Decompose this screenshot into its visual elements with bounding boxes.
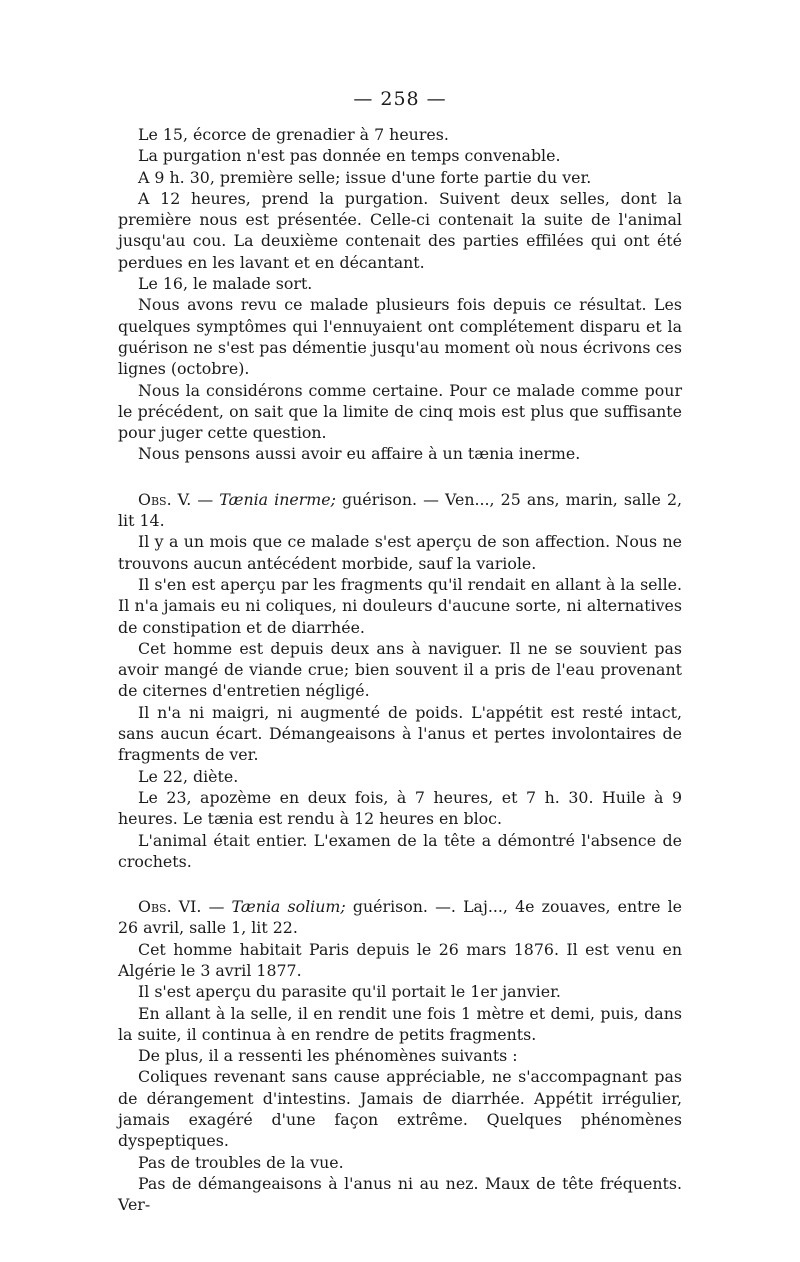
heading-dash: — xyxy=(201,897,232,917)
paragraph: A 9 h. 30, première selle; issue d'une forte partie du ver. xyxy=(138,167,592,187)
paragraph: Pas de démangeaisons à l'anus ni au nez. Maux de tête fréquents. Ver- xyxy=(118,1173,682,1215)
paragraph: Nous la considérons comme certaine. Pour ce malade comme pour le précédent, on sait que la limite de cinq mois est plus que suffisante pour juger cette question. xyxy=(118,380,682,443)
observation-details: guérison. —. Laj..., 4e zouaves, entre le 26 avril, salle 1, lit 22. xyxy=(118,897,682,938)
paragraph: Nous avons revu ce malade plusieurs fois depuis ce résultat. Les quelques symptômes qui l'ennuyaient ont complétement disparu et la guérison ne s'est pas démentie jusqu'au moment où nous écrivons ces lignes (octobre). xyxy=(118,295,682,379)
observation-heading xyxy=(118,489,682,532)
paragraph: Le 16, le malade sort. xyxy=(138,274,313,294)
paragraph: Il s'est aperçu du parasite qu'il portait le 1er janvier. xyxy=(138,982,561,1002)
observation-6 xyxy=(118,896,682,1215)
paragraph: En allant à la selle, il en rendit une fois 1 mètre et demi, puis, dans la suite, il continua à en rendre de petits fragments. xyxy=(118,1003,682,1044)
heading-dash: — xyxy=(191,489,220,509)
paragraph: Il n'a ni maigri, ni augmenté de poids. L'appétit est resté intact, sans aucun écart. Démangeaisons à l'anus et pertes involontaires de fragments de ver. xyxy=(118,702,682,765)
paragraph: Pas de troubles de la vue. xyxy=(138,1152,344,1172)
paragraph: Il s'en est aperçu par les fragments qu'il rendait en allant à la selle. Il n'a jamais eu ni coliques, ni douleurs d'aucune sorte, ni alternatives de constipation et de diarrhée. xyxy=(118,574,682,637)
paragraph: Le 15, écorce de grenadier à 7 heures. xyxy=(138,125,449,144)
paragraph: A 12 heures, prend la purgation. Suivent deux selles, dont la première nous est présentée. Celle-ci contenait la suite de l'animal jusqu'au cou. La deuxième contenait des parties effilées qui ont été perdues en les lavant et en décantant. xyxy=(118,188,682,272)
paragraph: Il y a un mois que ce malade s'est aperçu de son affection. Nous ne trouvons aucun antécédent morbide, sauf la variole. xyxy=(118,532,682,573)
page-number: — 258 — xyxy=(353,88,447,110)
observation-label: Obs. VI. xyxy=(138,897,202,917)
paragraph: Cet homme habitait Paris depuis le 26 mars 1876. Il est venu en Algérie le 3 avril 1877. xyxy=(118,939,682,980)
observation-title: Tænia solium; xyxy=(231,897,346,917)
paragraph: L'animal était entier. L'examen de la tête a démontré l'absence de crochets. xyxy=(118,830,682,871)
observation-title: Tænia inerme; xyxy=(219,489,336,509)
paragraph: Le 23, apozème en deux fois, à 7 heures, et 7 h. 30. Huile à 9 heures. Le tænia est rendu à 12 heures en bloc. xyxy=(118,787,682,829)
paragraph: Coliques revenant sans cause appréciable, ne s'accompagnant pas de dérangement d'intestins. Jamais de diarrhée. Appétit irrégulier, jamais exagéré d'une façon extrême. Quelques phénomènes dyspeptiques. xyxy=(118,1067,682,1151)
observation-heading xyxy=(118,896,682,939)
paragraph: Le 22, diète. xyxy=(138,766,239,786)
observation-details: guérison. — Ven..., 25 ans, marin, salle 2, lit 14. xyxy=(118,489,683,531)
observation-5 xyxy=(118,489,682,872)
paragraph: De plus, il a ressenti les phénomènes suivants : xyxy=(138,1046,518,1066)
paragraph: Cet homme est depuis deux ans à naviguer. Il ne se souvient pas avoir mangé de viande crue; bien souvent il a pris de l'eau provenant de citernes d'entretien négligé. xyxy=(118,638,682,701)
observation-label: Obs. V. xyxy=(138,489,192,509)
paragraph: La purgation n'est pas donnée en temps convenable. xyxy=(138,146,561,166)
section-continuation xyxy=(118,124,682,465)
paragraph: Nous pensons aussi avoir eu affaire à un tænia inerme. xyxy=(138,444,581,464)
